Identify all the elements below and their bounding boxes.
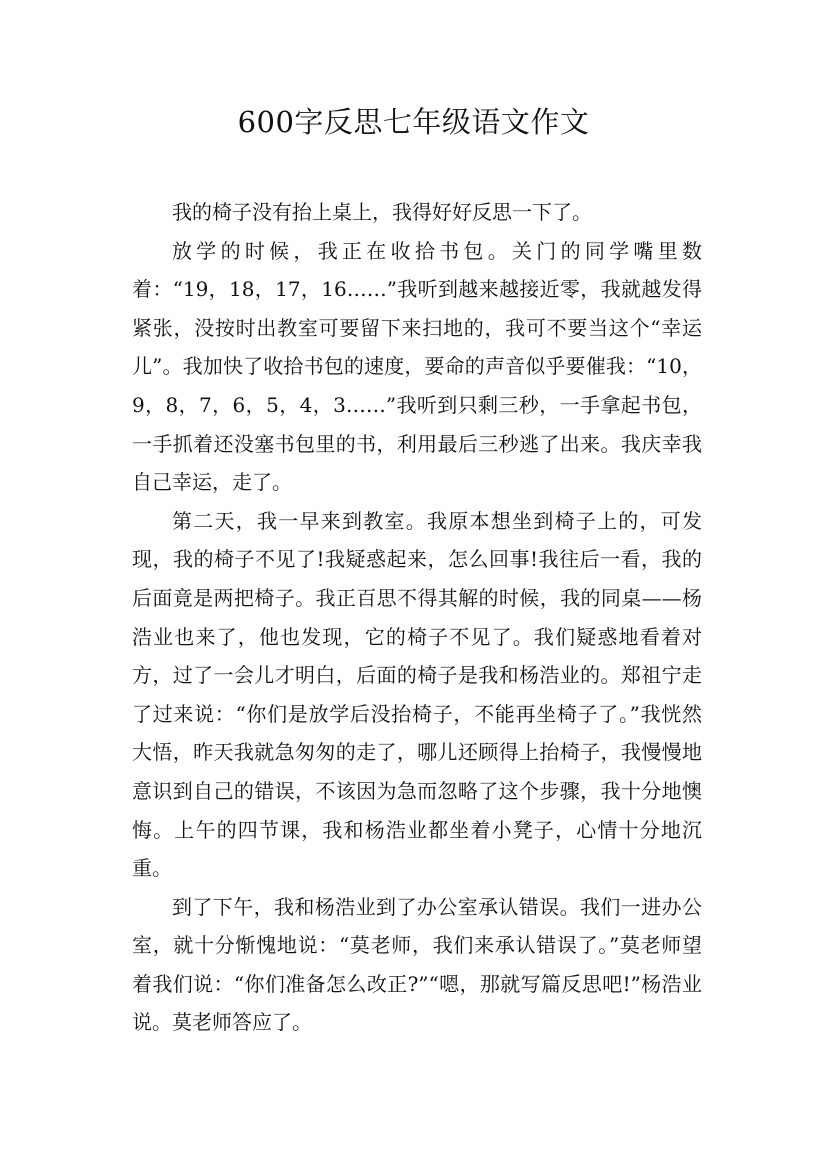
page-title: 600字反思七年级语文作文 [237, 105, 590, 139]
paragraph-1: 我的椅子没有抬上桌上，我得好好反思一下了。 [172, 200, 592, 224]
essay-body [132, 193, 702, 1042]
paragraph-4: 到了下午，我和杨浩业到了办公室承认错误。我们一进办公室，就十分惭愧地说：“莫老师，我们来承认错误了。”莫老师望着我们说：“你们准备怎么改正?”“嗯，那就写篇反思吧!”杨浩业说。莫老师答应了。 [132, 894, 702, 1035]
paragraph-3: 第二天，我一早来到教室。我原本想坐到椅子上的，可发现，我的椅子不见了!我疑惑起来，怎么回事!我往后一看，我的后面竟是两把椅子。我正百思不得其解的时候，我的同桌——杨浩业也来了，他也发现，它的椅子不见了。我们疑惑地看着对方，过了一会儿才明白，后面的椅子是我和杨浩业的。郑祖宁走了过来说：“你们是放学后没抬椅子，不能再坐椅子了。”我恍然大悟，昨天我就急匆匆的走了，哪儿还顾得上抬椅子，我慢慢地意识到自己的错误，不该因为急而忽略了这个步骤，我十分地懊悔。上午的四节课，我和杨浩业都坐着小凳子，心情十分地沉重。 [132, 508, 702, 881]
paragraph-2: 放学的时候，我正在收拾书包。关门的同学嘴里数着：“19，18，17，16……”我听到越来越接近零，我就越发得紧张，没按时出教室可要留下来扫地的，我可不要当这个“幸运儿”。我加快了收拾书包的速度，要命的声音似乎要催我：“10，9，8，7，6，5，4，3……”我听到只剩三秒，一手拿起书包，一手抓着还没塞书包里的书，利用最后三秒逃了出来。我庆幸我自己幸运，走了。 [132, 238, 702, 495]
